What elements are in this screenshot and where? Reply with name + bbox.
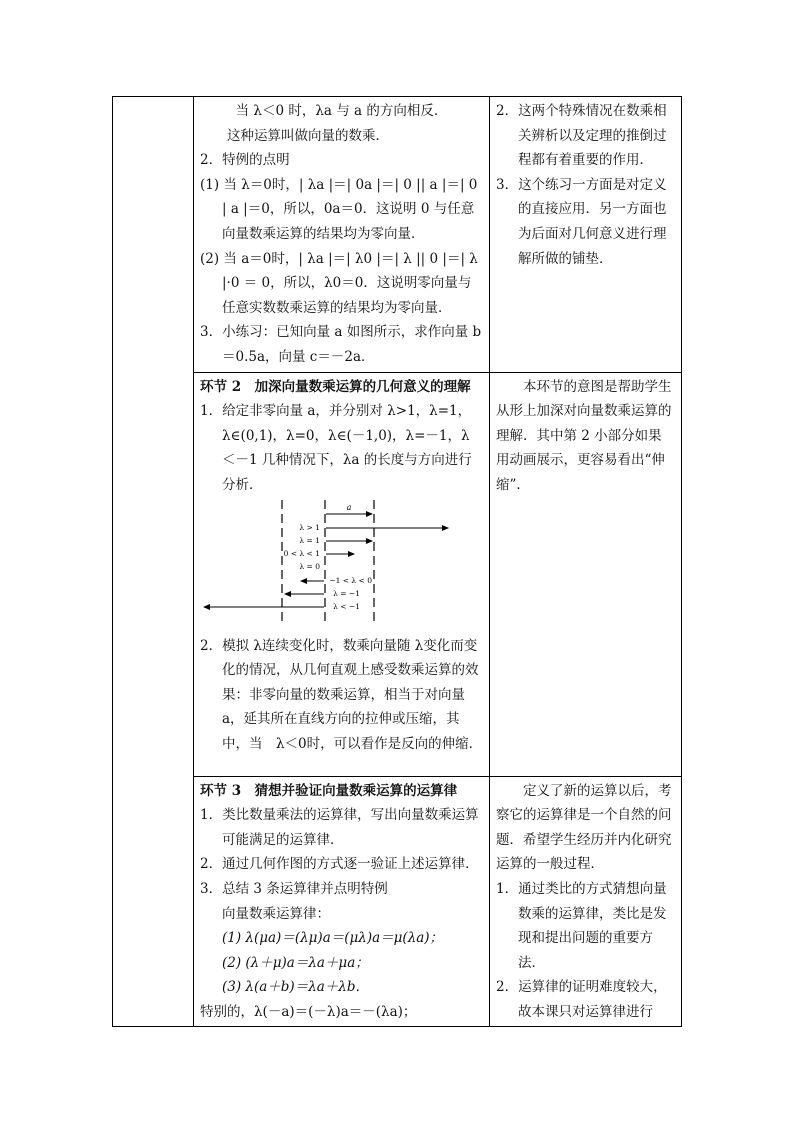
row1-notes-cell: [490, 97, 682, 373]
label-between-neg: −1 < λ < 0: [329, 575, 372, 585]
row2-notes-cell: [490, 372, 682, 776]
lesson-plan-table: [112, 96, 682, 1027]
label-eqneg1: λ = −1: [333, 588, 360, 598]
label-gt1: λ > 1: [299, 522, 320, 532]
section-2-title: 环节 2 加深向量数乘运算的几何意义的理解: [200, 378, 471, 395]
table-row: [113, 97, 682, 373]
laws-heading: 向量数乘运算律：: [222, 905, 330, 922]
note-2: 2．这两个特殊情况在数乘相关辨析以及定理的推倒过程都有着重要的作用．: [496, 103, 667, 169]
special-case-heading: 2．特例的点明: [200, 152, 290, 169]
label-eq0: λ = 0: [299, 561, 320, 571]
law-3: (3) λ(a＋b)＝λa＋λb．: [222, 979, 369, 996]
law-1: (1) λ(μa)＝(λμ)a＝(μλ)a＝μ(λa)；: [222, 930, 444, 947]
special-case-1: (1) 当 λ＝0时，| λa |＝| 0a |＝| 0 || a |＝| 0 | a |＝0，所以，0a＝0．这说明 0 与任意向量数乘运算的结果均为零向量．: [200, 176, 478, 242]
section-3-intent: 定义了新的运算以后，考察它的运算律是一个自然的问题．希望学生经历并内化研究运算的一般过程．: [496, 782, 672, 873]
label-eq1: λ = 1: [299, 535, 320, 545]
scalar-multiplication-diagram: [200, 500, 484, 628]
row3-content-cell: [194, 776, 490, 1027]
label-ltneg1: λ < −1: [333, 601, 360, 611]
special-case-2: (2) 当 a＝0时，| λa |＝| λ0 |＝| λ || 0 |＝| λ |·0 ＝ 0，所以，λ0＝0．这说明零向量与任意实数数乘运算的结果均为零向量．: [200, 250, 478, 316]
row1-content-cell: [194, 97, 490, 373]
special-law: 特别的，λ(－a)＝(－λ)a＝－(λa)；: [200, 1003, 417, 1020]
practice-exercise: 3．小练习：已知向量 a 如图所示，求作向量 b＝0.5a，向量 c＝－2a．: [200, 324, 482, 365]
section-3-item-3: 3．总结 3 条运算律并点明特例: [200, 880, 388, 897]
direction-note: 当 λ＜0 时，λa 与 a 的方向相反．: [235, 103, 448, 119]
section-3-item-1: 1．类比数量乘法的运算律，写出向量数乘运算可能满足的运算律．: [200, 807, 479, 848]
label-a: a: [346, 502, 352, 512]
table-row: [113, 372, 682, 776]
row3-notes-cell: [490, 776, 682, 1027]
law-2: (2) (λ＋μ)a＝λa＋μa；: [222, 954, 369, 971]
section-3-title: 环节 3 猜想并验证向量数乘运算的运算律: [200, 782, 458, 799]
section-2-intent: 本环节的意图是帮助学生从形上加深对向量数乘运算的理解．其中第 2 小部分如果用动画展示，更容易看出“伸缩”．: [496, 378, 672, 493]
section-2-item-1: 1．给定非零向量 a，并分别对 λ>1，λ=1，λ∈(0,1)，λ=0，λ∈(－1,0)，λ=－1，λ＜－1 几种情况下，λa 的长度与方向进行分析．: [200, 403, 472, 493]
blank-left-column: [113, 97, 194, 1027]
label-between01: 0 < λ < 1: [283, 548, 320, 558]
note-3: 3．这个练习一方面是对定义的直接应用．另一方面也为后面对几何意义进行理解所做的铺垫．: [496, 176, 667, 267]
section-3-note-2: 2．运算律的证明难度较大，故本课只对运算律进行: [496, 979, 667, 1020]
definition-note: 这种运算叫做向量的数乘．: [227, 127, 389, 144]
table-row: [113, 776, 682, 1027]
section-2-item-2: 2．模拟 λ连续变化时，数乘向量随 λ变化而变化的情况，从几何直观上感受数乘运算的效果：非零向量的数乘运算，相当于对向量 a，延其所在直线方向的拉伸或压缩，其中，当 λ＜0时，可以看作是反向的伸缩．: [200, 637, 483, 752]
section-3-note-1: 1．通过类比的方式猜想向量数乘的运算律，类比是发现和提出问题的重要方法．: [496, 880, 667, 971]
row2-content-cell: [194, 372, 490, 776]
section-3-item-2: 2．通过几何作图的方式逐一验证上述运算律．: [200, 856, 479, 873]
